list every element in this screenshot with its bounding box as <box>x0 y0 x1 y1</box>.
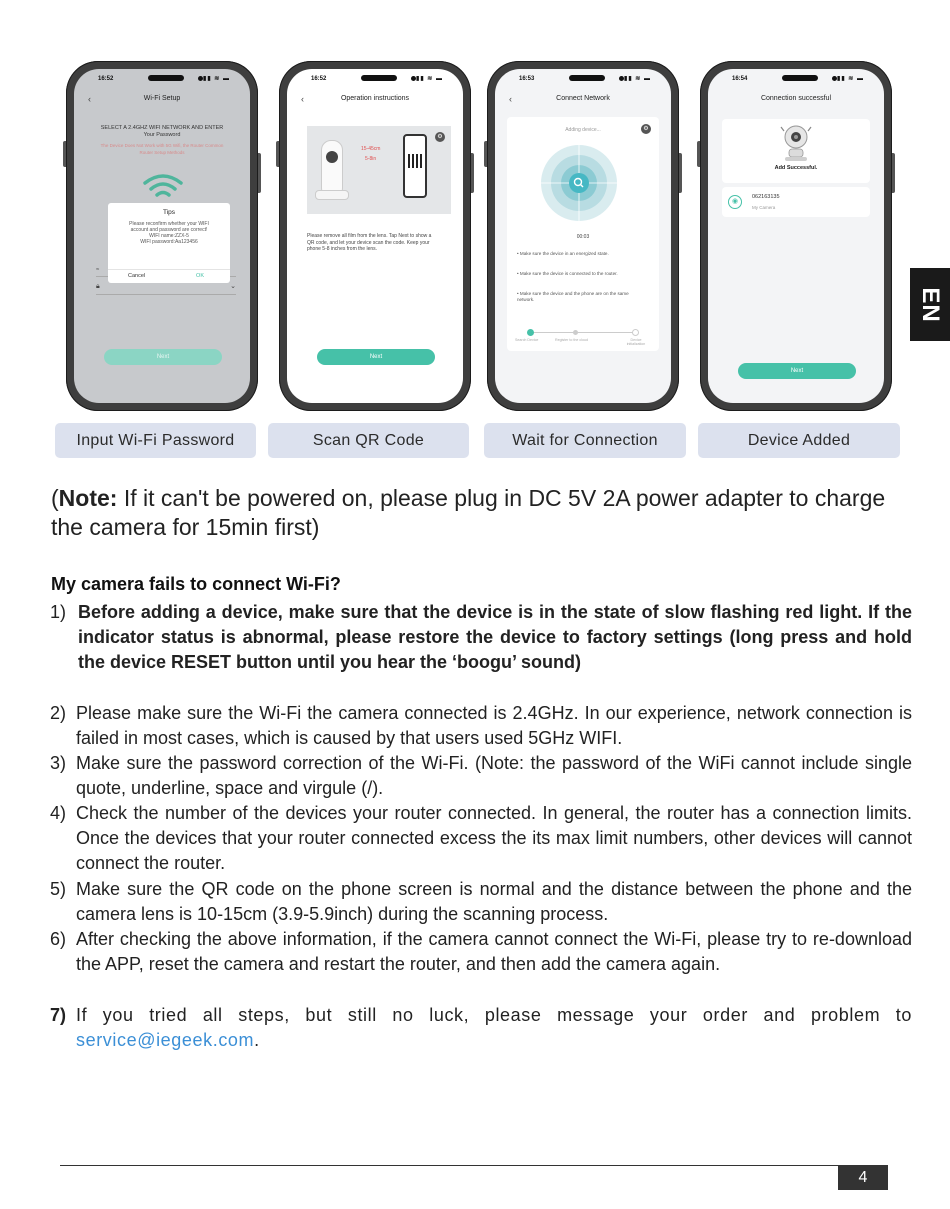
step-dot-active <box>527 329 534 336</box>
operation-instruction-text: Please remove all film from the lens. Tap Next to show a QR code, and let your device scan the code. Keep your phone 5-8 inches from the lens. <box>307 233 432 252</box>
faq-item-number: 5) <box>50 879 67 899</box>
signal-battery-icon: ▮▮ ≋ ▬ <box>624 76 651 82</box>
note-text: If it can't be powered on, please plug in DC 5V 2A power adapter to charge the camera for 15min first) <box>51 485 886 540</box>
ok-button[interactable]: OK <box>196 273 204 279</box>
status-time: 16:54 <box>732 76 748 82</box>
step-dot <box>632 329 639 336</box>
back-chevron-icon[interactable]: ‹ <box>88 94 91 104</box>
faq-item <box>50 801 912 876</box>
signal-battery-icon: ▮▮ ≋ ▬ <box>837 76 864 82</box>
back-chevron-icon[interactable]: ‹ <box>301 94 304 104</box>
note-open-paren: ( <box>51 485 59 511</box>
note-label: Note: <box>58 485 118 511</box>
signal-battery-icon: ▮▮ ≋ ▬ <box>203 76 230 82</box>
wifi-warning: The Device Does Not Work with 5G Wifi, the Router Common Router Setup Methods <box>100 143 224 155</box>
wifi-icon <box>142 173 184 201</box>
faq-item <box>50 701 912 751</box>
success-card <box>722 119 870 183</box>
signal-battery-icon: ▮▮ ≋ ▬ <box>416 76 443 82</box>
connect-card <box>507 117 659 351</box>
faq-item-number: 7) <box>50 1005 67 1025</box>
screen-title: Connection successful <box>760 95 832 102</box>
info-icon[interactable]: ⚙ <box>435 132 445 142</box>
faq-item-number: 1) <box>50 602 67 622</box>
cancel-button[interactable]: Cancel <box>128 273 146 279</box>
phone-connect-network <box>487 61 679 411</box>
faq-item <box>50 600 912 675</box>
screen-title: Wi-Fi Setup <box>143 95 181 102</box>
instruction-illustration <box>307 126 451 214</box>
next-button[interactable]: Next <box>317 349 435 365</box>
phone-screen <box>287 69 463 403</box>
add-successful-text: Add Successful. <box>774 165 818 171</box>
language-tab <box>910 268 950 341</box>
caption-input-wifi-password: Input Wi-Fi Password <box>55 423 256 458</box>
faq-item-tail: . <box>254 1030 260 1050</box>
step-label-search: Search Device <box>515 338 539 342</box>
faq-item-text: Please make sure the Wi-Fi the camera connected is 2.4GHz. In our experience, network connection is failed in most cases, which is caused by that users used 5GHz WIFI. <box>76 703 912 748</box>
support-email-link[interactable]: service@iegeek.com <box>76 1030 255 1050</box>
faq-item-text: After checking the above information, if the camera cannot connect the Wi-Fi, please try to re-download the APP, reset the camera and restart the router, and then add the camera again. <box>76 929 912 974</box>
faq-item-number: 4) <box>50 803 67 823</box>
distance-label-in: 5-8in <box>365 156 377 162</box>
status-time: 16:53 <box>519 76 535 82</box>
settings-icon[interactable]: ⚙ <box>641 124 651 134</box>
caption-wait-for-connection: Wait for Connection <box>484 423 686 458</box>
distance-label-cm: 15-45cm <box>361 146 381 152</box>
connect-timer: 00:03 <box>576 234 590 240</box>
faq-item-text: Check the number of the devices your router connected. In general, the router has a connection limits. Once the devices that your router connected excess the its max limit numbers, other devices will cannot connect the router. <box>76 803 912 873</box>
tips-body: Please reconfirm whether your WIFI account and password are correct! <box>129 221 209 233</box>
device-card[interactable] <box>722 187 870 217</box>
faq-item-number: 2) <box>50 703 67 723</box>
wifi-instruction: SELECT A 2.4GHZ WIFI NETWORK AND ENTER Your Password <box>100 125 224 138</box>
phone-operation-instructions <box>279 61 471 411</box>
status-time: 16:52 <box>311 76 327 82</box>
faq-item-text: If you tried all steps, but still no luck, please message your order and problem to <box>76 1005 912 1025</box>
faq-item <box>50 751 912 801</box>
tips-dialog <box>108 203 230 283</box>
step-label-init: Device initialization <box>626 338 646 346</box>
language-label: EN <box>917 286 944 323</box>
phone-qr-icon <box>403 134 427 198</box>
phone-connection-successful <box>700 61 892 411</box>
tip-bullet-2: • Make sure the device is connected to the router. <box>517 271 618 276</box>
faq-item-number: 6) <box>50 929 67 949</box>
faq-item <box>50 877 912 927</box>
faq-item <box>50 1003 912 1053</box>
caption-device-added: Device Added <box>698 423 900 458</box>
screen-title: Operation instructions <box>340 95 410 102</box>
tip-bullet-3: • Make sure the device and the phone are on the same network. <box>517 291 629 302</box>
device-id: 062163135 <box>752 194 780 200</box>
tips-title: Tips <box>162 209 176 216</box>
caption-scan-qr-code: Scan QR Code <box>268 423 469 458</box>
faq-item-text: Before adding a device, make sure that the device is in the state of slow flashing red light. If the indicator status is abnormal, please restore the device to factory settings (long press and hold the device RESET button until you hear the ‘boogu’ sound) <box>78 602 912 672</box>
page-number: 4 <box>838 1166 888 1190</box>
faq-heading: My camera fails to connect Wi-Fi? <box>51 574 341 594</box>
adding-status: Adding device... <box>565 127 601 133</box>
step-dot <box>573 330 578 335</box>
phone-screen <box>74 69 250 403</box>
phone-wifi-setup <box>66 61 258 411</box>
status-time: 16:52 <box>98 76 114 82</box>
tips-wifi-name: WIFI name:ZZX-5 <box>149 233 189 239</box>
lock-icon: 🔒︎ <box>96 283 100 290</box>
radar-scan-icon <box>539 143 619 223</box>
phone-screen <box>708 69 884 403</box>
password-row[interactable] <box>96 281 236 295</box>
wifi-small-icon: ≈ <box>96 267 100 273</box>
faq-item-text: Make sure the password correction of the Wi-Fi. (Note: the password of the WiFi cannot include single quote, underline, space and virgule (/). <box>76 753 912 798</box>
device-name: My Camera <box>752 205 776 210</box>
faq-item <box>50 927 912 977</box>
step-label-register: Register to the cloud <box>555 338 588 342</box>
screen-title: Connect Network <box>556 95 610 102</box>
tips-wifi-password: WIFI password:Aa123456 <box>140 239 198 245</box>
phone-screen <box>495 69 671 403</box>
tip-bullet-1: • Make sure the device in an energized state. <box>517 251 609 256</box>
footer-divider <box>60 1165 888 1166</box>
faq-item-number: 3) <box>50 753 67 773</box>
faq-item-text: Make sure the QR code on the phone screen is normal and the distance between the phone and the camera lens is 10-15cm (3.9-5.9inch) during the scanning process. <box>76 879 912 924</box>
robot-camera-icon <box>780 123 812 163</box>
next-button[interactable]: Next <box>104 349 222 365</box>
power-note <box>51 484 911 542</box>
back-chevron-icon[interactable]: ‹ <box>509 94 512 104</box>
next-button[interactable]: Next <box>738 363 856 379</box>
device-camera-icon: ◉ <box>728 195 742 209</box>
camera-stand-icon <box>315 190 349 200</box>
chevron-down-icon: ⌄ <box>230 283 236 290</box>
progress-steps <box>515 329 651 349</box>
